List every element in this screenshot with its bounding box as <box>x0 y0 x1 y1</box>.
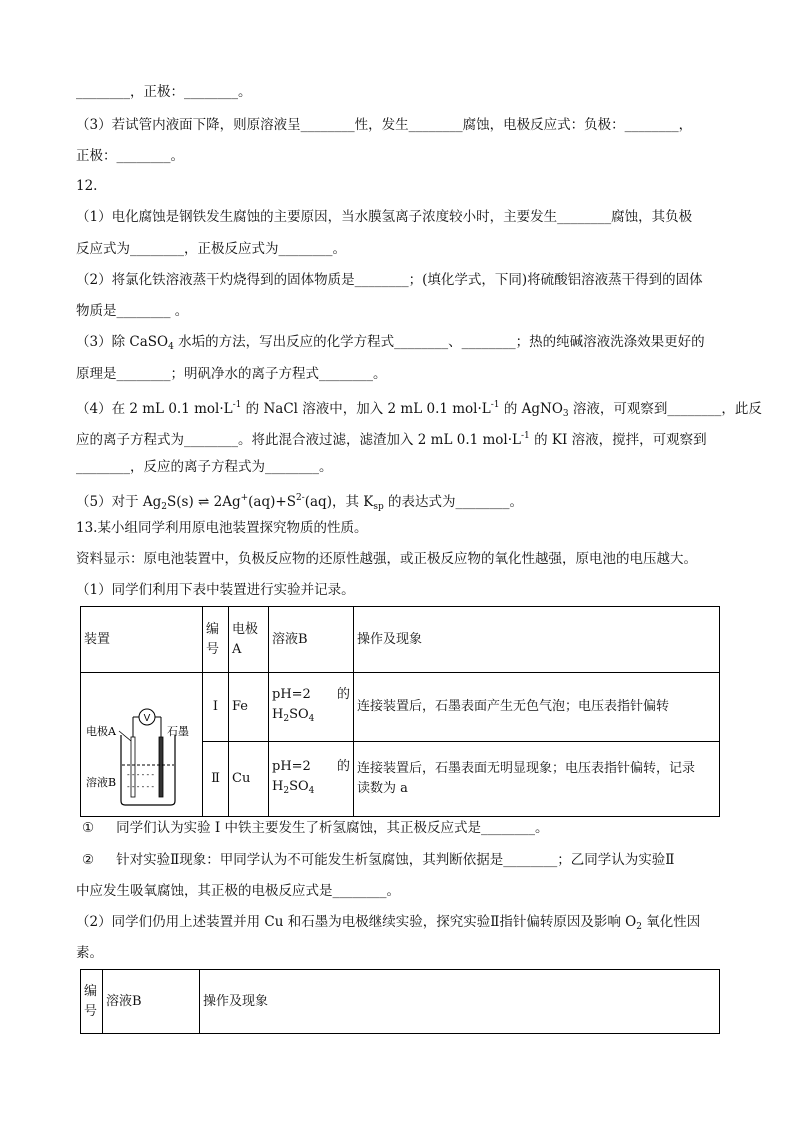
text-line: （3）若试管内液面下降，则原溶液呈________性，发生________腐蚀，电极反应式：负极：________， <box>76 117 693 133</box>
row2-electrode: Cu <box>229 741 269 816</box>
header-operation: 操作及现象 <box>354 607 720 673</box>
text-line: 中应发生吸氧腐蚀，其正极的电极反应式是________。 <box>76 883 400 899</box>
question-number: 12. <box>76 178 98 194</box>
text-line: 反应式为________，正极反应式为________。 <box>76 241 346 257</box>
text-line: （4）在 2 mL 0.1 $mol\cdot L^{-1}$ 的 NaCl 溶液中，加入 2 mL 0.1 $mol\cdot L^{-1}$ 的 AgNO$_3$ 溶液，可观察到________，此反 <box>76 400 762 419</box>
text-line: 素。 <box>76 945 103 961</box>
text-line: （1）同学们利用下表中装置进行实验并记录。 <box>76 582 355 598</box>
sub-question-2: ② 针对实验Ⅱ现象：甲同学认为不可能发生析氢腐蚀，其判断依据是________；乙同学认为实验Ⅱ <box>82 852 675 868</box>
text-line: 资料显示：原电池装置中，负极反应物的还原性越强，或正极反应物的氧化性越强，原电池的电压越大。 <box>76 551 697 567</box>
row2-solution: pH=2 的 $H_2SO_4$ <box>269 741 354 816</box>
graphite-label: 石墨 <box>167 725 189 738</box>
text-line: 原理是________；明矾净水的离子方程式________。 <box>76 366 387 382</box>
text-line: ________，正极：________。 <box>76 84 252 100</box>
experiment-table-1 <box>80 606 720 817</box>
row1-num: I <box>203 673 229 742</box>
header-num: 编号 <box>81 970 103 1034</box>
header-solution: 溶液B <box>103 970 200 1034</box>
text-line: 应的离子方程式为________。将此混合液过滤，滤渣加入 2 mL 0.1 $mol\cdot L^{-1}$ 的 KI 溶液，搅拌，可观察到 <box>76 431 707 448</box>
text-line: （5）对于 $Ag_2S(s)$ ⇌ $2Ag^+(aq)+S^{2-}(aq)$，其 $K_{sp}$ 的表达式为________。 <box>76 493 524 512</box>
header-num: 编号 <box>203 607 229 673</box>
solution-b-label: 溶液B <box>86 776 117 789</box>
text-line: 正极：________。 <box>76 148 184 164</box>
experiment-table-2 <box>80 969 720 1034</box>
row1-electrode: Fe <box>229 673 269 742</box>
header-electrode: 电极A <box>229 607 269 673</box>
apparatus-cell <box>81 673 203 817</box>
apparatus-figure <box>81 673 202 809</box>
voltmeter-label: V <box>143 713 151 724</box>
row1-operation: 连接装置后，石墨表面产生无色气泡；电压表指针偏转 <box>354 673 720 742</box>
text-line: 物质是________ 。 <box>76 303 189 319</box>
text-line: （2）将氯化铁溶液蒸干灼烧得到的固体物质是________；(填化学式，下同)将硫酸铝溶液蒸干得到的固体 <box>76 272 703 288</box>
header-solution: 溶液B <box>269 607 354 673</box>
svg-text:- - - - - -: - - - - - - <box>127 782 155 791</box>
text-line: 13.某小组同学利用原电池装置探究物质的性质。 <box>76 520 368 536</box>
header-operation: 操作及现象 <box>200 970 720 1034</box>
row2-operation: 连接装置后，石墨表面无明显现象；电压表指针偏转，记录 读数为 a <box>354 741 720 816</box>
row1-solution: pH=2 的 $H_2SO_4$ <box>269 673 354 742</box>
electrode-a-label: 电极A <box>86 725 116 738</box>
text-line: （1）电化腐蚀是钢铁发生腐蚀的主要原因，当水膜氢离子浓度较小时，主要发生________腐蚀，其负极 <box>76 209 693 225</box>
text-line: ________，反应的离子方程式为________。 <box>76 459 333 475</box>
sub-question-1: ① 同学们认为实验 I 中铁主要发生了析氢腐蚀，其正极反应式是________。 <box>82 820 549 836</box>
svg-text:- - - - - -: - - - - - - <box>127 770 155 779</box>
text-line: （3）除 CaSO$_4$ 水垢的方法，写出反应的化学方程式________、________；热的纯碱溶液洗涤效果更好的 <box>76 334 705 352</box>
row2-num: Ⅱ <box>203 741 229 816</box>
text-line: （2）同学们仍用上述装置并用 Cu 和石墨为电极继续实验，探究实验Ⅱ指针偏转原因及影响 $O_2$ 氧化性因 <box>76 914 701 932</box>
header-device: 装置 <box>81 607 203 673</box>
